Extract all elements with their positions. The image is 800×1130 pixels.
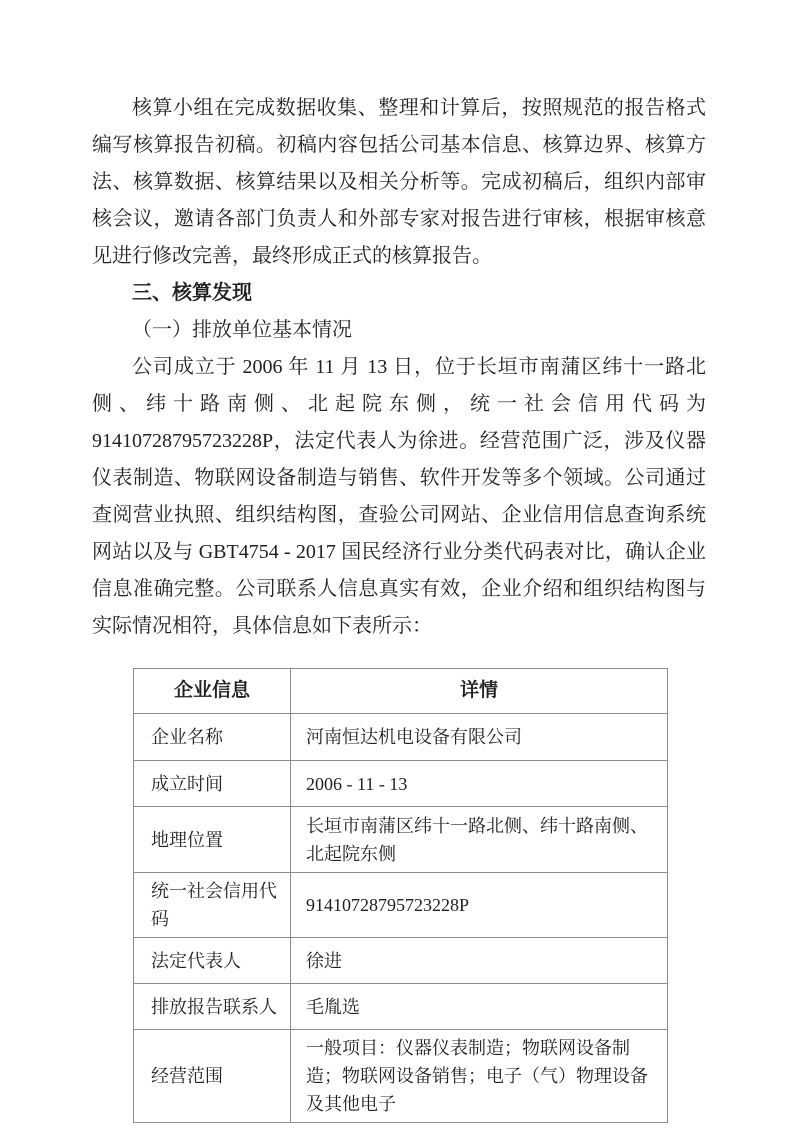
subsection-heading-unit-basic-info: （一）排放单位基本情况 [132,319,352,341]
row-label: 排放报告联系人 [134,984,291,1030]
row-value: 长垣市南蒲区纬十一路北侧、纬十路南侧、北起院东侧 [291,807,668,873]
table-row-report-contact [134,984,668,1030]
row-value: 91410728795723228P [291,873,668,938]
table-row-location [134,807,668,873]
table-row-founding-date [134,761,668,807]
row-value: 河南恒达机电设备有限公司 [291,714,668,761]
table-row-company-name [134,714,668,761]
row-label: 地理位置 [134,807,291,873]
table-row-credit-code [134,873,668,938]
paragraph-company-overview: 公司成立于 2006 年 11 月 13 日，位于长垣市南蒲区纬十一路北侧、纬十路南侧、北起院东侧，统一社会信用代码为 91410728795723228P，法定代表人为徐进。经营范围广泛，涉及仪器仪表制造、物联网设备制造与销售、软件开发等多个领域。公司通过查阅营业执照、组织结构图，查验公司网站、企业信用信息查询系统网站以及与 GBT4754 - 2017 国民经济行业分类代码表对比，确认企业信息准确完整。公司联系人信息真实有效，企业介绍和组织结构图与实际情况相符，具体信息如下表所示： [92,356,706,637]
row-value: 毛胤选 [291,984,668,1030]
table-header-row [134,669,668,714]
table-row-business-scope [134,1030,668,1123]
section-heading-accounting-findings: 三、核算发现 [132,282,252,304]
row-value: 一般项目：仪器仪表制造；物联网设备制造；物联网设备销售；电子（气）物理设备及其他电子 [291,1030,668,1123]
company-info-table [133,668,668,1123]
paragraph-report-drafting: 核算小组在完成数据收集、整理和计算后，按照规范的报告格式编写核算报告初稿。初稿内容包括公司基本信息、核算边界、核算方法、核算数据、核算结果以及相关分析等。完成初稿后，组织内部审核会议，邀请各部门负责人和外部专家对报告进行审核，根据审核意见进行修改完善，最终形成正式的核算报告。 [92,97,706,267]
row-label: 企业名称 [134,714,291,761]
row-label: 成立时间 [134,761,291,807]
row-label: 法定代表人 [134,938,291,984]
row-value: 2006 - 11 - 13 [291,761,668,807]
row-label: 经营范围 [134,1030,291,1123]
table-row-legal-representative [134,938,668,984]
row-value: 徐进 [291,938,668,984]
table-header-enterprise-info: 企业信息 [134,669,291,714]
row-label: 统一社会信用代码 [134,873,291,938]
table-header-details: 详情 [291,669,668,714]
